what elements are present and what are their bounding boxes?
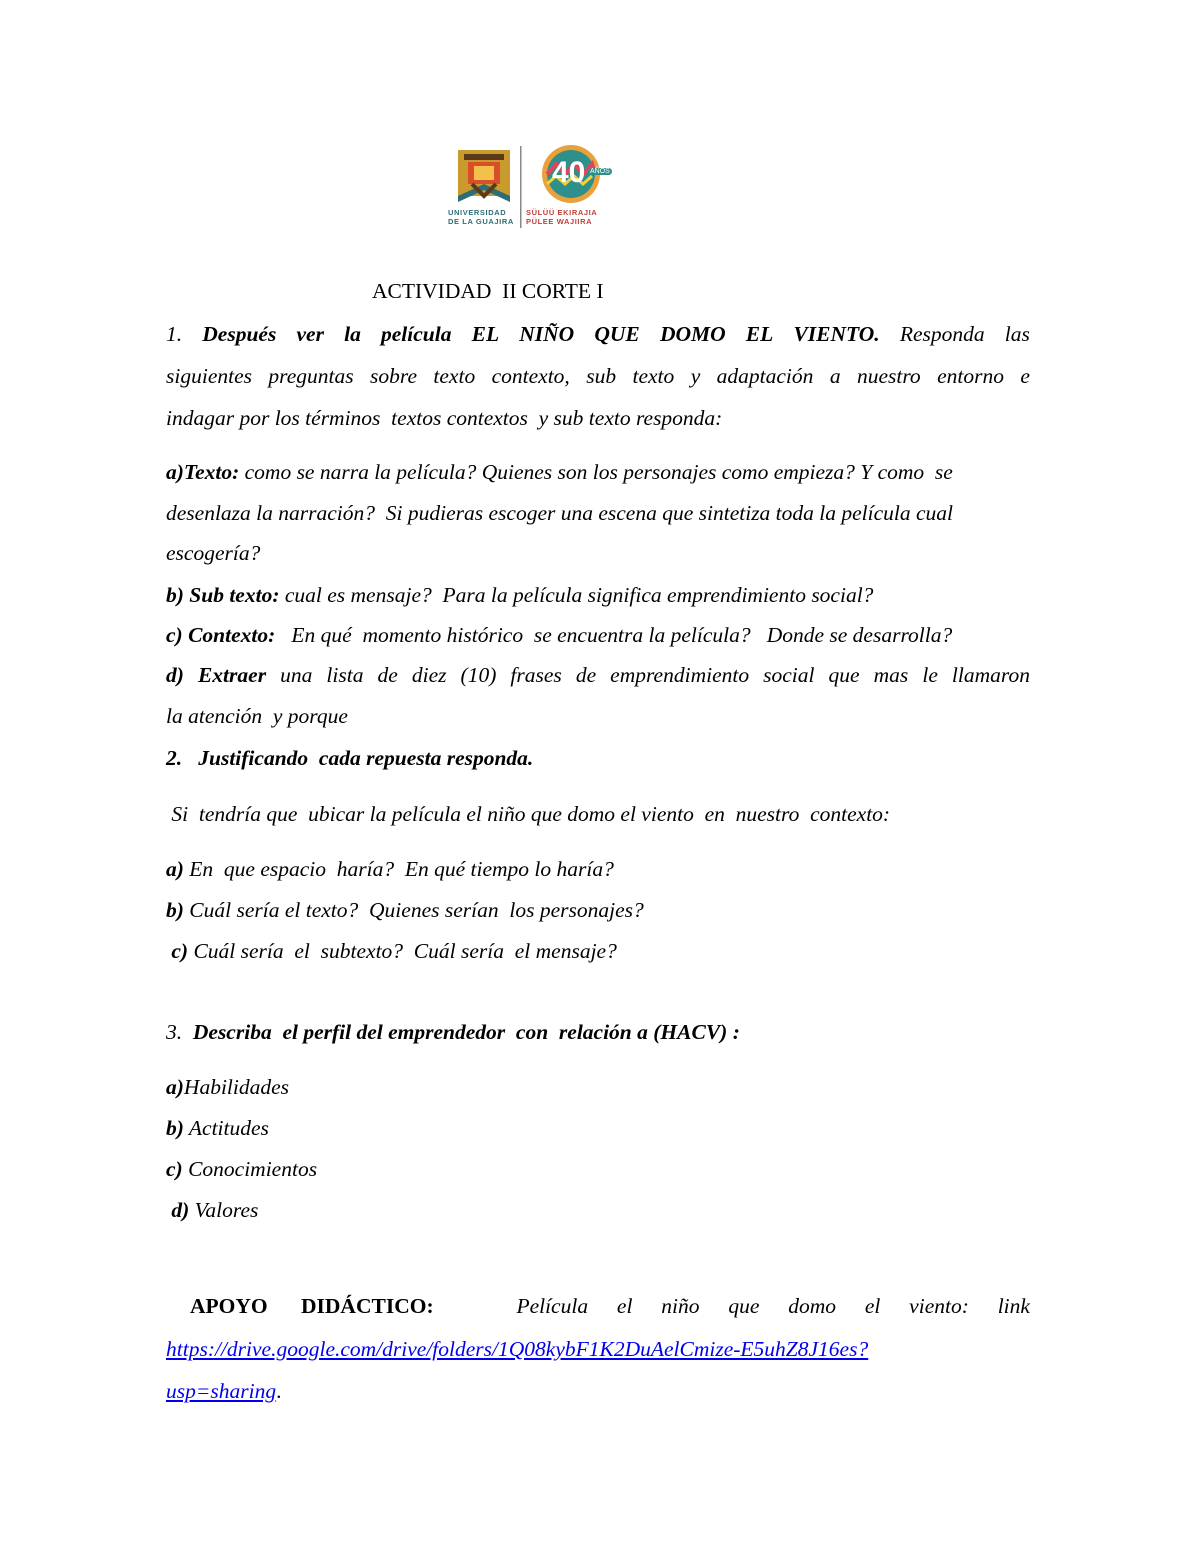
item-d-word: frases	[510, 663, 562, 687]
item-b-text: cual es mensaje? Para la película significa emprendimiento social?	[279, 583, 874, 607]
q2-item-a-label: a)	[166, 857, 184, 881]
item-c-text: En qué momento histórico se encuentra la película? Donde se desarrolla?	[275, 623, 953, 647]
apoyo-word: Película	[516, 1294, 589, 1318]
item-d-word: llamaron	[951, 663, 1030, 687]
logo-left-line-2: DE LA GUAJIRA	[448, 217, 514, 226]
apoyo-word: domo	[788, 1294, 836, 1318]
q3-item-b-label: b)	[166, 1116, 184, 1140]
apoyo-label: APOYO DIDÁCTICO:	[190, 1294, 434, 1318]
q1-word: nuestro	[856, 364, 921, 388]
item-a-line-3: escogería?	[166, 541, 261, 565]
q1-word: la	[344, 322, 361, 346]
q3-item-b-text: Actitudes	[183, 1116, 269, 1140]
q1-word: preguntas	[268, 364, 354, 388]
q1-line-1	[166, 321, 1030, 347]
page-title: ACTIVIDAD II CORTE I	[372, 279, 604, 303]
q3-item-c-text: Conocimientos	[182, 1157, 318, 1181]
q3-item-d-label: d)	[166, 1198, 190, 1222]
q1-word: EL	[471, 322, 500, 346]
q2-item-c-text: Cuál sería el subtexto? Cuál sería el mensaje?	[188, 939, 617, 963]
item-a-line-2: desenlaza la narración? Si pudieras escoger una escena que sintetiza toda la película cual	[166, 501, 954, 525]
apoyo-word: link	[997, 1294, 1030, 1318]
item-b	[166, 582, 873, 608]
q1-word: texto	[632, 364, 675, 388]
q1-word: EL	[745, 322, 774, 346]
q1-word: y	[690, 364, 701, 388]
item-d-word: (10)	[460, 663, 497, 687]
item-d-word: una	[280, 663, 313, 687]
drive-link-continuation[interactable]: usp=sharing	[166, 1379, 277, 1403]
q1-line-2	[166, 363, 1030, 389]
q3-item-b	[166, 1115, 269, 1141]
item-d-word: de	[377, 663, 398, 687]
apoyo-word: el	[616, 1294, 633, 1318]
q1-word: a	[829, 364, 841, 388]
q1-word: película	[381, 322, 452, 346]
item-c-label: c) Contexto:	[166, 623, 276, 647]
logo-left-line-1: UNIVERSIDAD	[448, 208, 507, 217]
item-d-word: le	[922, 663, 938, 687]
item-d-word: lista	[326, 663, 364, 687]
q2-item-b	[166, 897, 644, 923]
item-d-word: social	[763, 663, 815, 687]
q2-item-b-label: b)	[166, 898, 184, 922]
q3-item-a-text: Habilidades	[183, 1075, 290, 1099]
q1-word: adaptación	[716, 364, 814, 388]
q3-item-c-label: c)	[166, 1157, 183, 1181]
q3-item-c	[166, 1156, 317, 1182]
item-d-word: mas	[873, 663, 909, 687]
logo-left-text	[448, 208, 514, 226]
q2-item-a	[166, 856, 614, 882]
logo-right-line-1: SÜLÜÜ EKIRAJIA	[526, 208, 598, 217]
q1-word: NIÑO	[519, 322, 575, 346]
q1-line-3: indagar por los términos textos contextos y sub texto responda:	[166, 406, 723, 430]
item-d-word: de	[575, 663, 597, 687]
item-b-label: b) Sub texto:	[166, 583, 280, 607]
item-d-line-2: la atención y porque	[166, 704, 348, 728]
apoyo-word: que	[728, 1294, 760, 1318]
badge-number: 40	[552, 156, 586, 189]
q1-word: e	[1020, 364, 1030, 388]
q1-word: DOMO	[659, 322, 726, 346]
q1-word: contexto,	[491, 364, 570, 388]
item-a-text: como se narra la película? Quienes son los personajes como empieza? Y como se	[239, 460, 953, 484]
item-a-label: a)Texto:	[166, 460, 240, 484]
apoyo-word: el	[864, 1294, 881, 1318]
q3-heading	[166, 1019, 740, 1045]
item-a-line-1	[166, 459, 953, 485]
q1-word: QUE	[594, 322, 640, 346]
q3-number: 3.	[166, 1020, 183, 1044]
apoyo-word: viento:	[909, 1294, 969, 1318]
q3-item-d	[166, 1197, 258, 1223]
badge-word: AÑOS	[590, 168, 610, 175]
item-c	[166, 622, 952, 648]
q2-item-a-text: En que espacio haría? En qué tiempo lo haría?	[183, 857, 614, 881]
q1-word: Responda	[899, 322, 985, 346]
q1-word: Después	[202, 322, 277, 346]
logo-right-line-2: PÜLEE WAJIIRA	[526, 217, 593, 226]
logo-right-text	[526, 208, 597, 226]
q3-item-a	[166, 1074, 289, 1100]
q3-heading-text: Describa el perfil del emprendedor con relación a (HACV) :	[182, 1020, 740, 1044]
q3-item-a-label: a)	[166, 1075, 184, 1099]
q1-word: ver	[296, 322, 324, 346]
q3-item-d-text: Valores	[189, 1198, 259, 1222]
item-d-line-1	[166, 662, 1030, 688]
item-d-word: que	[828, 663, 860, 687]
q1-word: sobre	[370, 364, 417, 388]
q1-word: las	[1004, 322, 1030, 346]
apoyo-link-line-2	[166, 1378, 281, 1404]
university-logo	[448, 144, 618, 234]
q1-number: 1.	[166, 322, 183, 346]
apoyo-line	[190, 1293, 1030, 1319]
drive-link[interactable]: https://drive.google.com/drive/folders/1Q08kybF1K2DuAelCmize-E5uhZ8J16es?	[166, 1337, 869, 1361]
apoyo-word: niño	[661, 1294, 700, 1318]
apoyo-period: .	[276, 1379, 282, 1403]
q1-word: entorno	[937, 364, 1004, 388]
q1-word: VIENTO.	[793, 322, 880, 346]
apoyo-link-line-1	[166, 1336, 868, 1362]
q1-word: sub	[586, 364, 617, 388]
q2-intro: Si tendría que ubicar la película el niño que domo el viento en nuestro contexto:	[166, 802, 891, 826]
q2-item-b-text: Cuál sería el texto? Quienes serían los personajes?	[183, 898, 644, 922]
item-d-word: diez	[411, 663, 447, 687]
q1-word: siguientes	[166, 364, 252, 388]
q2-item-c	[166, 938, 617, 964]
item-d-label: d)	[166, 663, 184, 687]
q2-item-c-label: c)	[166, 939, 189, 963]
q2-heading: 2. Justificando cada repuesta responda.	[166, 746, 534, 770]
q1-word: texto	[433, 364, 476, 388]
item-d-word: Extraer	[197, 663, 267, 687]
item-d-word: emprendimiento	[610, 663, 750, 687]
